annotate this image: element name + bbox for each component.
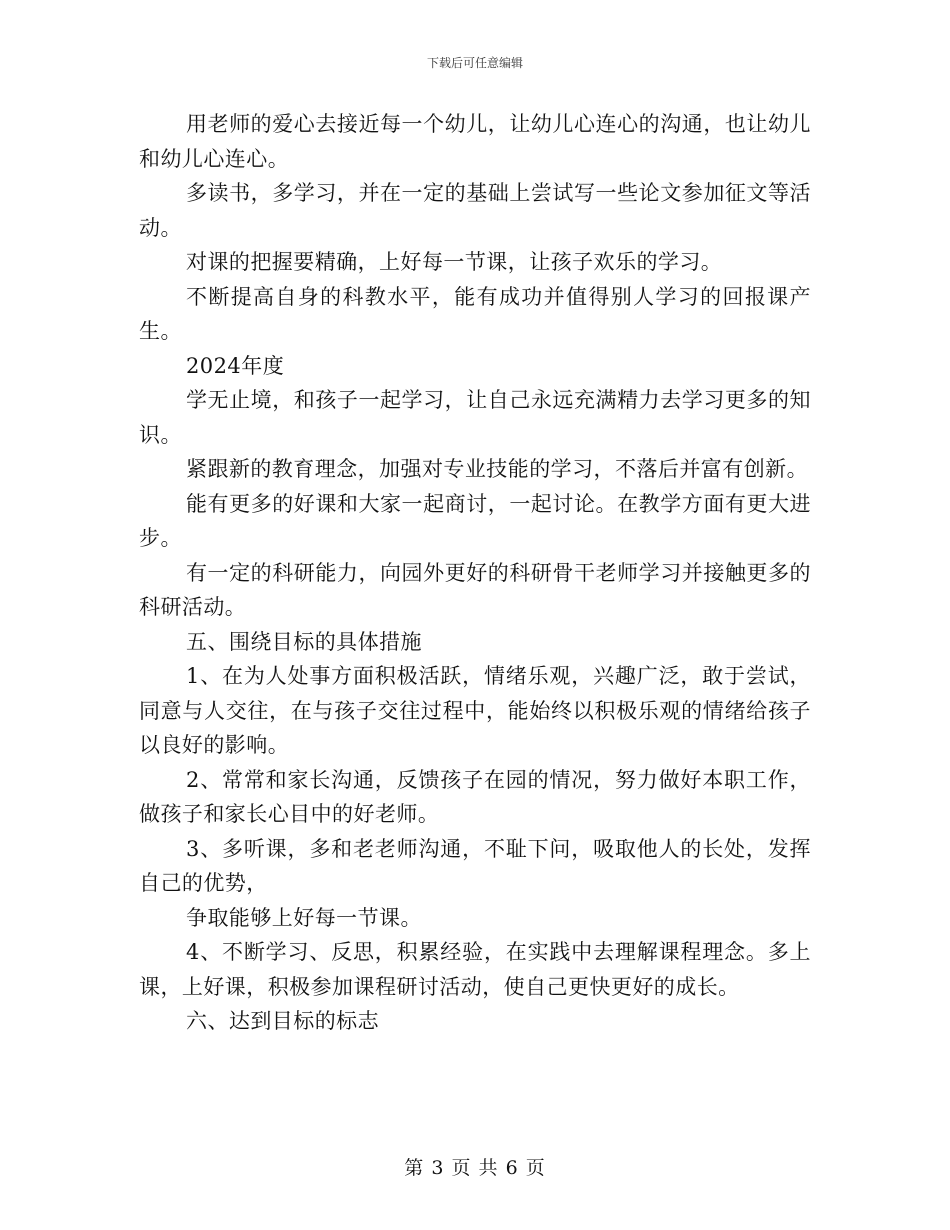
document-body [139, 107, 811, 1039]
paragraph: 不断提高自身的科教水平，能有成功并值得别人学习的回报课产生。 [139, 284, 811, 343]
paragraph: 多读书，多学习，并在一定的基础上尝试写一些论文参加征文等活动。 [139, 181, 811, 240]
list-item: 4、不断学习、反思，积累经验，在实践中去理解课程理念。多上课，上好课，积极参加课程研讨活动，使自己更快更好的成长。 [139, 940, 811, 999]
page-label-suffix: 页 [525, 1157, 546, 1179]
page-label-prefix: 第 [404, 1157, 425, 1179]
list-item: 3、多听课，多和老老师沟通，不耻下问，吸取他人的长处，发挥自己的优势， [139, 836, 811, 895]
page-label-mid: 页 共 [451, 1157, 499, 1179]
paragraph: 紧跟新的教育理念，加强对专业技能的学习，不落后并富有创新。 [186, 457, 809, 481]
page-footer [0, 1153, 950, 1180]
section-heading: 六、达到目标的标志 [186, 1009, 380, 1033]
paragraph: 对课的把握要精确，上好每一节课，让孩子欢乐的学习。 [186, 250, 723, 274]
paragraph: 有一定的科研能力，向园外更好的科研骨干老师学习并接触更多的科研活动。 [139, 560, 811, 619]
section-heading: 五、围绕目标的具体措施 [186, 629, 422, 654]
paragraph: 争取能够上好每一节课。 [186, 905, 422, 930]
list-item: 2、常常和家长沟通，反馈孩子在园的情况，努力做好本职工作，做孩子和家长心目中的好老师。 [139, 767, 811, 826]
current-page-number: 3 [431, 1157, 445, 1179]
page-header: 下载后可任意编辑 [426, 56, 523, 70]
paragraph: 能有更多的好课和大家一起商讨，一起讨论。在教学方面有更大进步。 [139, 491, 811, 550]
list-item: 1、在为人处事方面积极活跃，情绪乐观，兴趣广泛，敢于尝试，同意与人交往，在与孩子交往过程中，能始终以积极乐观的情绪给孩子以良好的影响。 [139, 664, 811, 757]
paragraph: 学无止境，和孩子一起学习，让自己永远充满精力去学习更多的知识。 [139, 388, 811, 447]
total-pages-number: 6 [505, 1157, 519, 1179]
paragraph: 用老师的爱心去接近每一个幼儿，让幼儿心连心的沟通，也让幼儿和幼儿心连心。 [139, 112, 811, 171]
year-heading: 2024年度 [186, 353, 285, 378]
